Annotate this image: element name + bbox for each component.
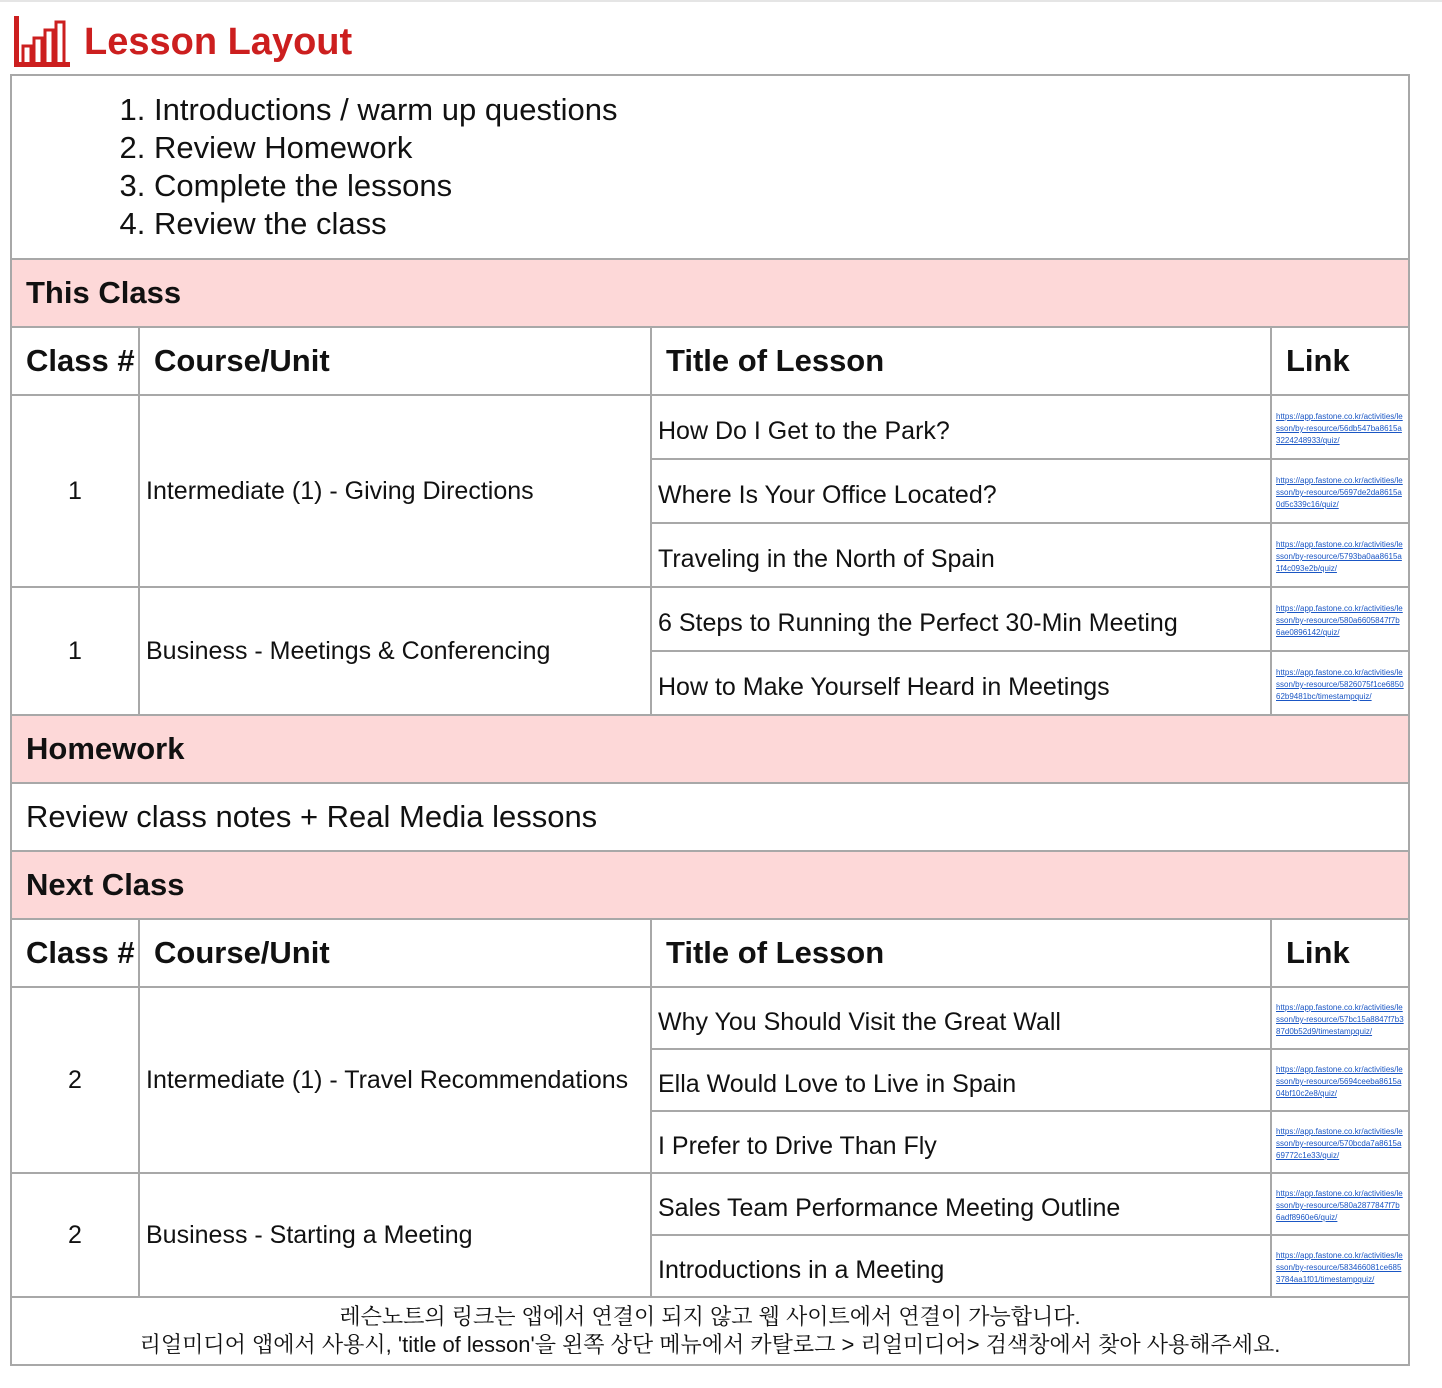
lesson-link-cell xyxy=(1271,1235,1409,1297)
lesson-link-cell xyxy=(1271,1111,1409,1173)
lesson-link[interactable]: https://app.fastone.co.kr/activities/lesson/by-resource/5697de2da8615a0d5c339c16/quiz/ xyxy=(1276,476,1403,509)
column-header-link: Link xyxy=(1271,327,1409,395)
agenda-item: 1. Introductions / warm up questions xyxy=(154,91,1408,129)
lesson-title: Sales Team Performance Meeting Outline xyxy=(651,1173,1271,1235)
lesson-link[interactable]: https://app.fastone.co.kr/activities/lesson/by-resource/5826075f1ce685062b9481bc/timestampquiz/ xyxy=(1276,668,1404,701)
footer-note xyxy=(11,1297,1409,1365)
homework-text: Review class notes + Real Media lessons xyxy=(11,783,1409,851)
lesson-title: Traveling in the North of Spain xyxy=(651,523,1271,587)
footer-line: 레슨노트의 링크는 앱에서 연결이 되지 않고 웹 사이트에서 연결이 가능합니다. xyxy=(339,1304,1081,1329)
lesson-link-cell xyxy=(1271,523,1409,587)
page-title: Lesson Layout xyxy=(84,21,353,63)
column-header-link: Link xyxy=(1271,919,1409,987)
lesson-link-cell xyxy=(1271,1049,1409,1111)
lesson-title: Ella Would Love to Live in Spain xyxy=(651,1049,1271,1111)
lesson-link-cell xyxy=(1271,651,1409,715)
agenda-cell xyxy=(11,75,1409,259)
lesson-table xyxy=(10,74,1410,1366)
lesson-link[interactable]: https://app.fastone.co.kr/activities/lesson/by-resource/570bcda7a8615a69772c1e33/quiz/ xyxy=(1276,1127,1403,1160)
class-number: 1 xyxy=(11,395,139,587)
page-header xyxy=(12,4,352,70)
lesson-title: How Do I Get to the Park? xyxy=(651,395,1271,459)
column-header-title: Title of Lesson xyxy=(651,327,1271,395)
lesson-title: Why You Should Visit the Great Wall xyxy=(651,987,1271,1049)
lesson-link[interactable]: https://app.fastone.co.kr/activities/lesson/by-resource/57bc15a8847f7b387d0b52d9/timestampquiz/ xyxy=(1276,1003,1404,1036)
footer-line: 리얼미디어 앱에서 사용시, 'title of lesson'을 왼쪽 상단 메뉴에서 카탈로그 > 리얼미디어> 검색창에서 찾아 사용해주세요. xyxy=(139,1332,1281,1357)
lesson-link[interactable]: https://app.fastone.co.kr/activities/lesson/by-resource/5793ba0aa8615a1f4c093e2b/quiz/ xyxy=(1276,540,1403,573)
course-unit: Business - Meetings & Conferencing xyxy=(139,587,651,715)
lesson-link-cell xyxy=(1271,587,1409,651)
lesson-link[interactable]: https://app.fastone.co.kr/activities/lesson/by-resource/580a2877847f7b6adf8960e6/quiz/ xyxy=(1276,1189,1403,1222)
lesson-link-cell xyxy=(1271,987,1409,1049)
section-homework: Homework xyxy=(11,715,1409,783)
lesson-link[interactable]: https://app.fastone.co.kr/activities/lesson/by-resource/5694ceeba8615a04bf10c2e8/quiz/ xyxy=(1276,1065,1403,1098)
column-header-class-num: Class # xyxy=(11,327,139,395)
class-number: 2 xyxy=(11,987,139,1173)
course-unit: Intermediate (1) - Giving Directions xyxy=(139,395,651,587)
agenda-item: 4. Review the class xyxy=(154,205,1408,243)
lesson-title: Where Is Your Office Located? xyxy=(651,459,1271,523)
lesson-link[interactable]: https://app.fastone.co.kr/activities/lesson/by-resource/583466081ce6853784aa1f01/timestampquiz/ xyxy=(1276,1251,1403,1284)
bar-chart-icon xyxy=(12,16,72,70)
section-this-class: This Class xyxy=(11,259,1409,327)
section-next-class: Next Class xyxy=(11,851,1409,919)
lesson-title: How to Make Yourself Heard in Meetings xyxy=(651,651,1271,715)
class-number: 2 xyxy=(11,1173,139,1297)
column-header-class-num: Class # xyxy=(11,919,139,987)
agenda-item: 2. Review Homework xyxy=(154,129,1408,167)
course-unit: Intermediate (1) - Travel Recommendations xyxy=(139,987,651,1173)
agenda-list xyxy=(12,91,1408,243)
class-number: 1 xyxy=(11,587,139,715)
top-border xyxy=(0,0,1442,2)
course-unit: Business - Starting a Meeting xyxy=(139,1173,651,1297)
lesson-title: I Prefer to Drive Than Fly xyxy=(651,1111,1271,1173)
lesson-link[interactable]: https://app.fastone.co.kr/activities/lesson/by-resource/56db547ba8615a3224248933/quiz/ xyxy=(1276,412,1403,445)
lesson-title: Introductions in a Meeting xyxy=(651,1235,1271,1297)
lesson-link-cell xyxy=(1271,1173,1409,1235)
column-header-title: Title of Lesson xyxy=(651,919,1271,987)
column-header-course: Course/Unit xyxy=(139,327,651,395)
column-header-course: Course/Unit xyxy=(139,919,651,987)
agenda-item: 3. Complete the lessons xyxy=(154,167,1408,205)
lesson-title: 6 Steps to Running the Perfect 30-Min Meeting xyxy=(651,587,1271,651)
lesson-link-cell xyxy=(1271,395,1409,459)
lesson-link-cell xyxy=(1271,459,1409,523)
lesson-link[interactable]: https://app.fastone.co.kr/activities/lesson/by-resource/580a6605847f7b6ae0896142/quiz/ xyxy=(1276,604,1403,637)
